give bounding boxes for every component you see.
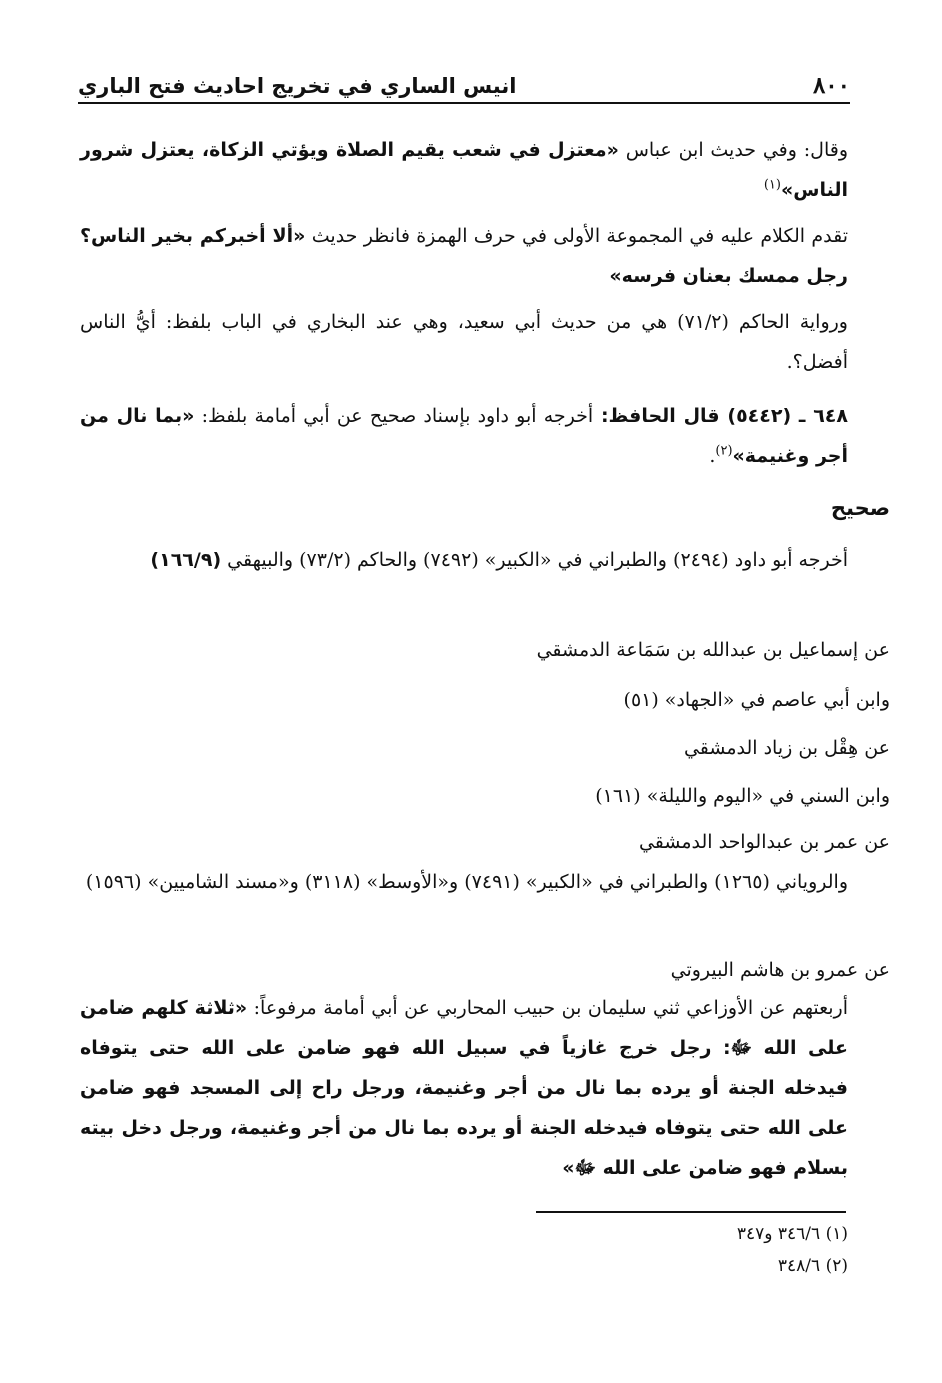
paragraph-ibn-abbas	[80, 130, 848, 210]
chain-line-1: عن إسماعيل بن عبدالله بن سَمَاعة الدمشقي	[536, 639, 890, 661]
paragraph-takhrij	[80, 540, 848, 580]
reference-volume: (١٦٦/٩)	[150, 549, 222, 571]
paragraph-text: أخرجه أبو داود بإسناد صحيح عن أبي أمامة بلفظ:	[194, 405, 594, 427]
chain-line-5: عن عمر بن عبدالواحد الدمشقي	[638, 831, 890, 853]
period: .	[709, 445, 716, 467]
paragraph-hakim	[80, 302, 848, 382]
footnote-1: (١) ٣٤٦/٦ و٣٤٧	[736, 1224, 848, 1244]
running-header	[78, 72, 850, 104]
paragraph-text: والروياني (١٢٦٥) والطبراني في «الكبير» (٧٤٩١) و«الأوسط» (٣١١٨) و«مسند الشاميين» (١٥٩٦)	[85, 871, 848, 893]
hadith-quote: «ثلاثة كلهم ضامن على الله ﷻ: رجل خرج غازياً في سبيل الله فهو ضامن على الله حتى يتوفاه فيدخله الجنة أو يرده بما نال من أجر وغنيمة، ورجل راح إلى المسجد فهو ضامن على الله حتى يتوفاه فيدخله الجنة أو يرده بما نال من أجر وغنيمة، ورجل دخل بيته بسلام فهو ضامن على الله ﷻ»	[80, 997, 848, 1179]
paragraph-cross-reference	[80, 216, 848, 296]
footnote-ref-1: (١)	[763, 177, 781, 193]
page-number: ٨٠٠	[812, 72, 850, 99]
chain-line-4: وابن السني في «اليوم والليلة» (١٦١)	[595, 785, 890, 807]
entry-number: ٦٤٨ ـ (٥٤٤٢) قال الحافظ:	[593, 405, 848, 427]
paragraph-hadith-text	[80, 988, 848, 1188]
chain-line-2: وابن أبي عاصم في «الجهاد» (٥١)	[623, 689, 890, 711]
paragraph-text: وقال: وفي حديث ابن عباس	[618, 139, 848, 161]
hadith-quote: «معتزل في شعب يقيم الصلاة ويؤتي الزكاة، يعتزل شرور الناس»	[80, 139, 848, 201]
grade-heading: صحيح	[830, 496, 890, 520]
footnote-2: (٢) ٣٤٨/٦	[777, 1256, 848, 1276]
paragraph-text: أخرجه أبو داود (٢٤٩٤) والطبراني في «الكبير» (٧٤٩٢) والحاكم (٧٣/٢) والبيهقي	[221, 549, 848, 571]
paragraph-text: أربعتهم عن الأوزاعي ثني سليمان بن حبيب المحاربي عن أبي أمامة مرفوعاً:	[247, 997, 848, 1019]
chain-line-3: عن هِقْل بن زياد الدمشقي	[683, 737, 890, 759]
paragraph-ruyani	[80, 862, 848, 902]
hadith-entry-648	[80, 396, 848, 476]
footnote-ref-2: (٢)	[715, 443, 733, 459]
chain-line-6: عن عمرو بن هاشم البيروتي	[670, 959, 890, 981]
paragraph-text: ورواية الحاكم (٧١/٢) هي من حديث أبي سعيد، وهي عند البخاري في الباب بلفظ: أيُّ الناس أفضل؟.	[80, 311, 848, 373]
book-title: انيس الساري في تخريج احاديث فتح الباري	[78, 74, 517, 98]
hadith-quote: «بما نال من أجر وغنيمة»	[80, 405, 848, 467]
paragraph-text: تقدم الكلام عليه في المجموعة الأولى في حرف الهمزة فانظر حديث	[305, 225, 848, 247]
hadith-quote: «ألا أخبركم بخير الناس؟ رجل ممسك بعنان فرسه»	[80, 225, 848, 287]
footnote-divider	[536, 1211, 846, 1213]
